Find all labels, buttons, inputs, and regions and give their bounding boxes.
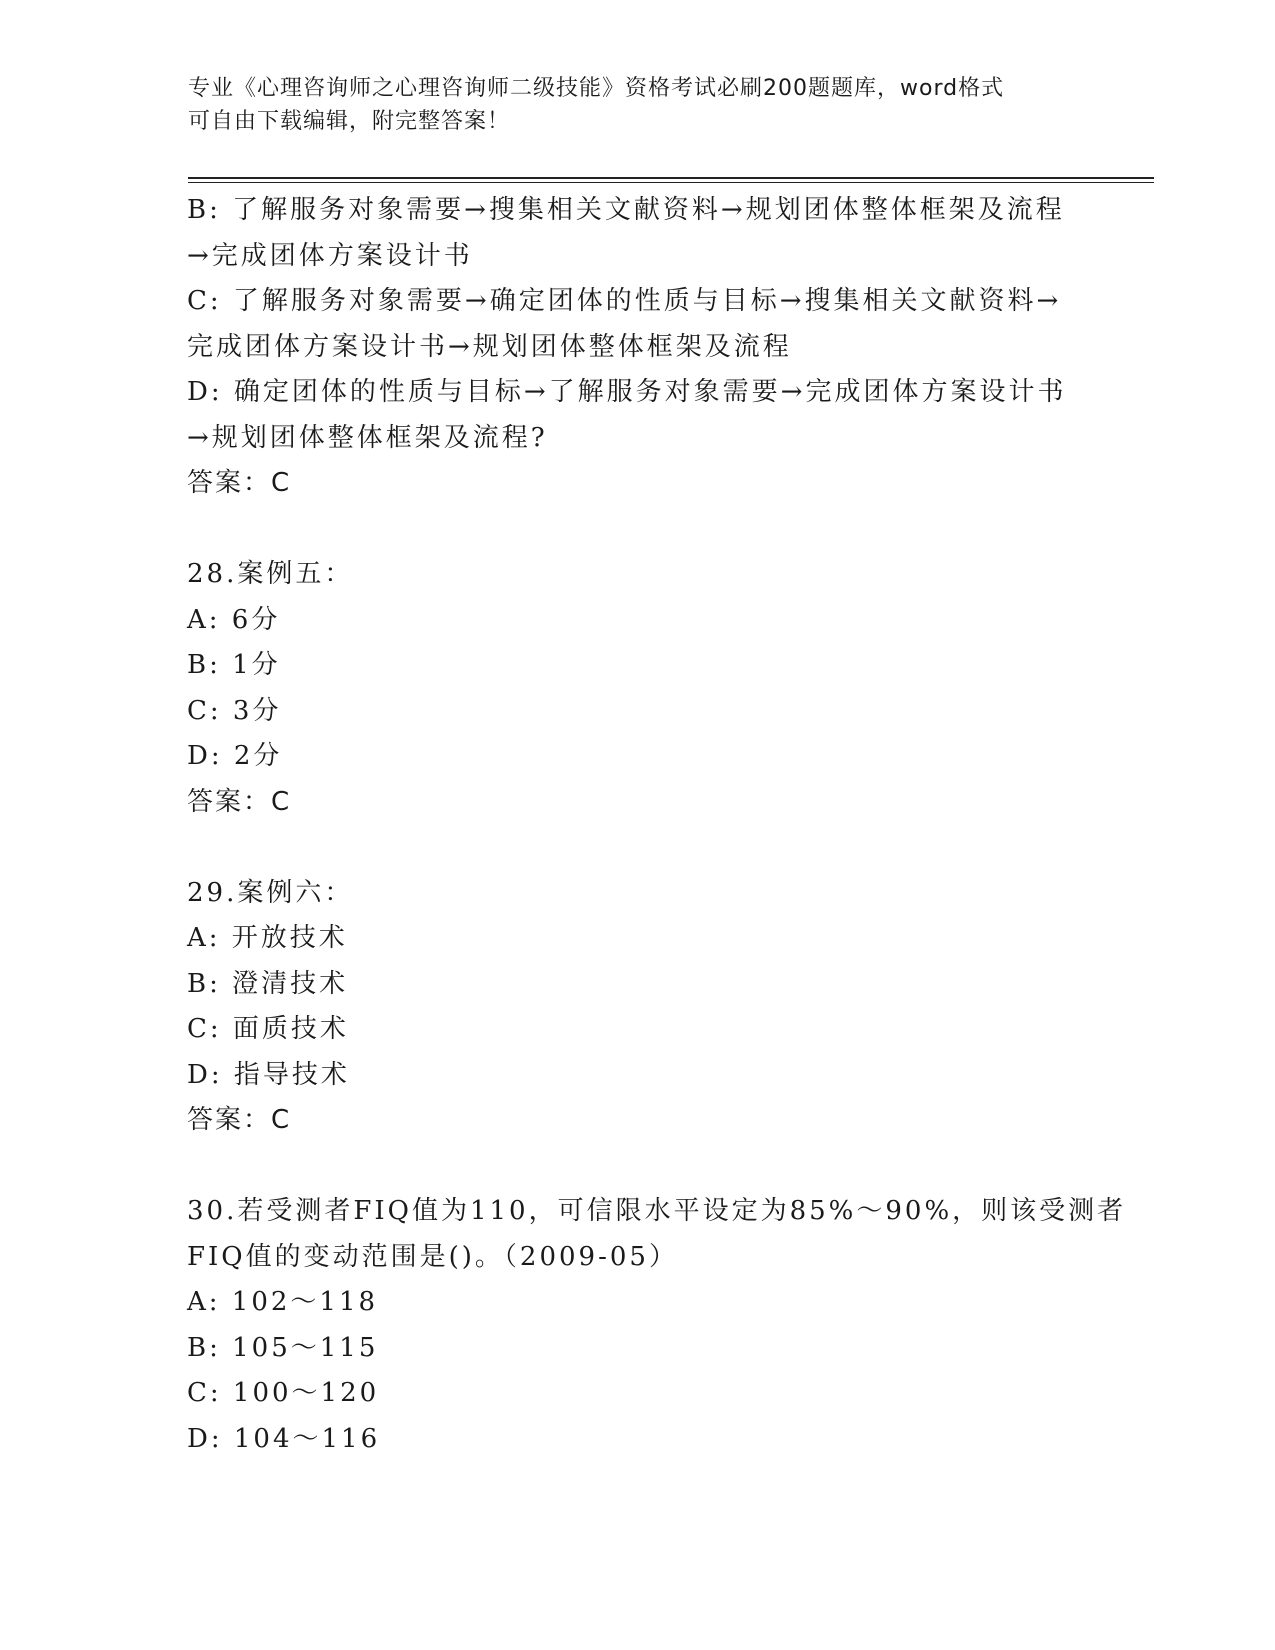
question-30-option-c: C: 100～120 bbox=[187, 1378, 380, 1408]
question-29-option-c: C: 面质技术 bbox=[187, 1014, 349, 1044]
question-30-option-a: A: 102～118 bbox=[187, 1287, 379, 1317]
question-30-option-b: B: 105～115 bbox=[187, 1332, 379, 1363]
header-title-line-2: 可自由下载编辑，附完整答案！ bbox=[188, 109, 511, 134]
question-29-option-b: B: 澄清技术 bbox=[187, 968, 349, 999]
question-28-option-b: B: 1分 bbox=[187, 650, 281, 680]
question-30-option-d: D: 104～116 bbox=[187, 1423, 381, 1454]
option-b-line-2: →完成团体方案设计书 bbox=[187, 240, 473, 271]
spacer bbox=[187, 825, 1087, 871]
question-29-option-d: D: 指导技术 bbox=[187, 1059, 350, 1090]
question-29-stem: 29.案例六： bbox=[187, 877, 354, 908]
question-28-stem: 28.案例五： bbox=[187, 559, 354, 589]
option-c-line-2: 完成团体方案设计书→规划团体整体框架及流程 bbox=[187, 331, 792, 362]
option-d-line-1: D: 确定团体的性质与目标→了解服务对象需要→完成团体方案设计书 bbox=[187, 377, 1067, 407]
question-28-option-a: A: 6分 bbox=[187, 604, 281, 635]
answer-q27: 答案：C bbox=[187, 468, 292, 498]
question-30-stem-line-1: 30.若受测者FIQ值为110，可信限水平设定为85%～90%，则该受测者 bbox=[187, 1196, 1127, 1226]
question-content bbox=[187, 188, 1127, 1462]
spacer bbox=[187, 1144, 1087, 1190]
question-28-option-d: D: 2分 bbox=[187, 741, 283, 771]
question-30-stem-line-2: FIQ值的变动范围是()。（2009-05） bbox=[187, 1241, 678, 1272]
spacer bbox=[187, 507, 1087, 553]
option-c-line-1: C: 了解服务对象需要→确定团体的性质与目标→搜集相关文献资料→ bbox=[187, 286, 1062, 316]
answer-q29: 答案：C bbox=[187, 1105, 292, 1135]
option-b-line-1: B: 了解服务对象需要→搜集相关文献资料→规划团体整体框架及流程 bbox=[187, 195, 1065, 225]
option-d-line-2: →规划团体整体框架及流程? bbox=[187, 422, 548, 453]
document-header bbox=[188, 72, 1088, 138]
answer-q28: 答案：C bbox=[187, 786, 292, 817]
header-divider-thin bbox=[188, 182, 1154, 183]
header-divider-thick bbox=[188, 177, 1154, 179]
question-29-option-a: A: 开放技术 bbox=[187, 923, 348, 953]
question-28-option-c: C: 3分 bbox=[187, 695, 282, 726]
header-title-line-1: 专业《心理咨询师之心理咨询师二级技能》资格考试必刷200题题库，word格式 bbox=[188, 76, 1005, 101]
